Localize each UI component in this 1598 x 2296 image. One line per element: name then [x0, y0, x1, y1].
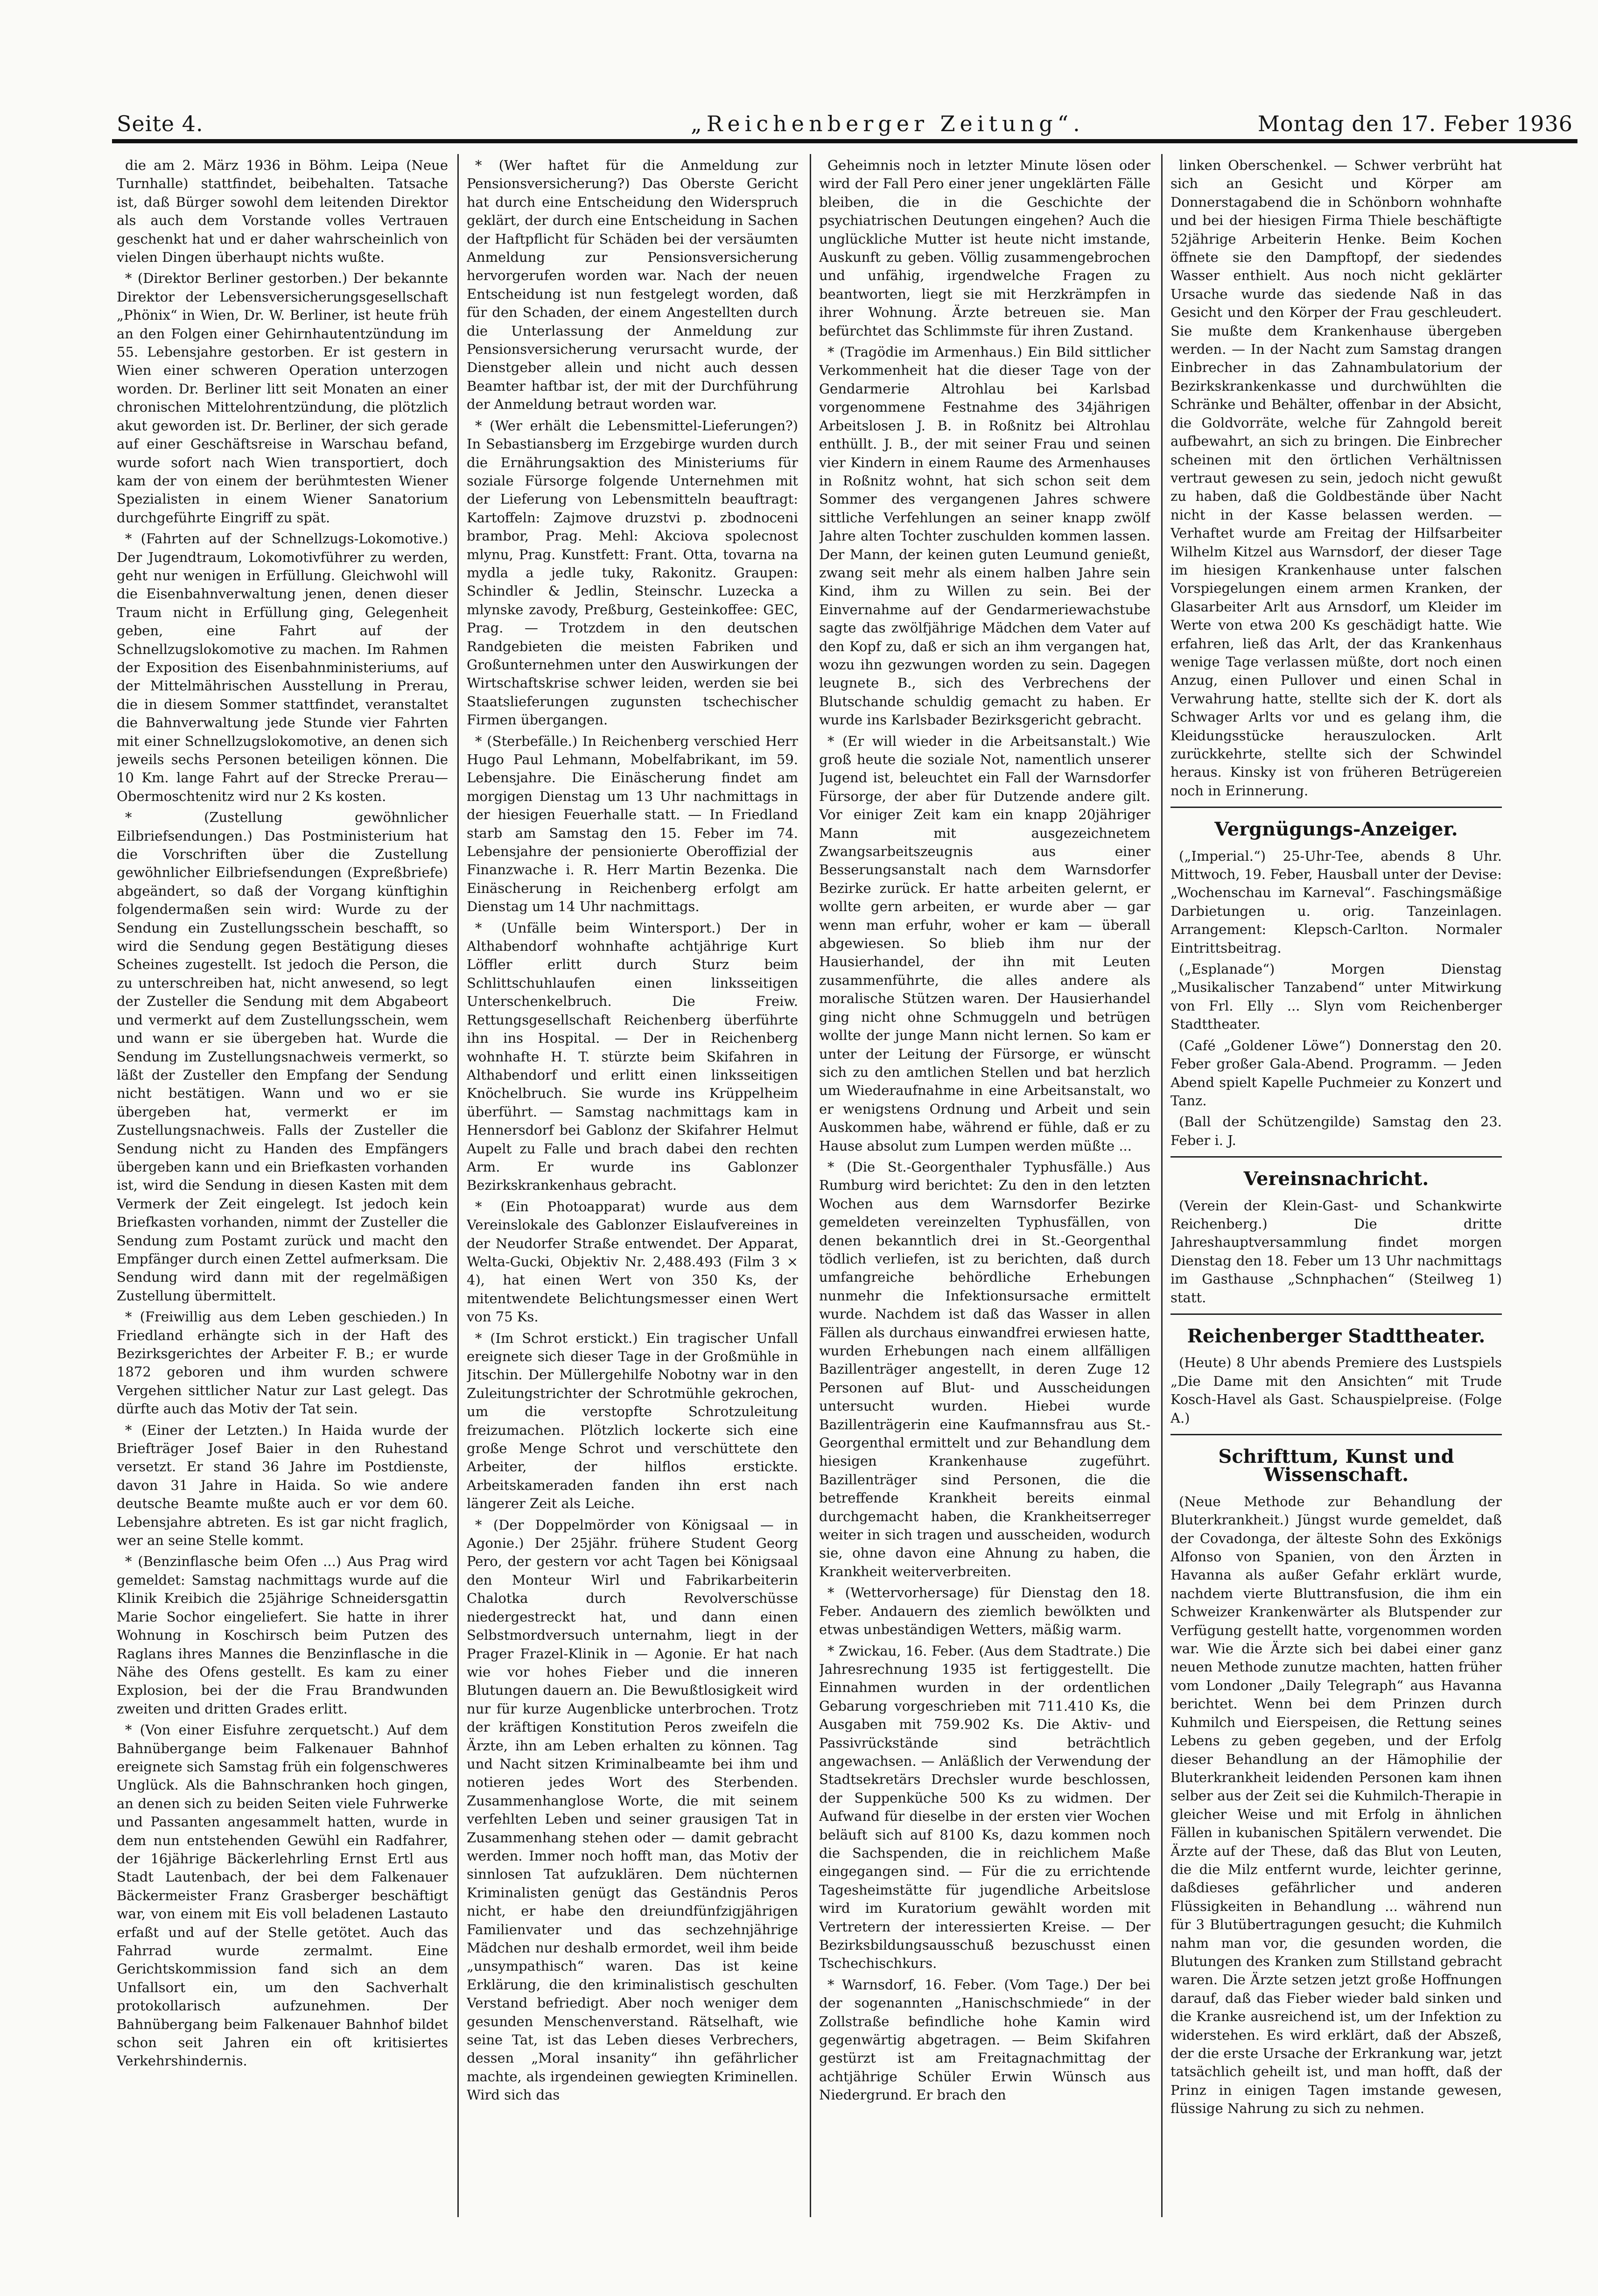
article: * Zwickau, 16. Feber. (Aus dem Stadtrate.) Die Jahresrechnung 1935 ist fertiggestellt. Die Einnahmen wurden in der ordentlichen Gebarung vorgeschrieben mit 711.410 Ks, die Ausgaben mit 759.902 Ks. Die Aktiv- und Passivrückstände sind beträchtlich angewachsen. — Anläßlich der Verwendung der Stadtsekretärs Drechsler wurde beschlossen, der Suppenküche 500 Ks zu widmen. Der Aufwand für dieselbe in der ersten vier Wochen beläuft sich auf 8100 Ks, dazu kommen noch die Sachspenden, die in reichlichem Maße eingegangen sind. — Für die zu errichtende Tagesheimstätte für jugendliche Arbeitslose wird im Kuratorium gewählt worden mit Vertretern der interessierten Kreise. — Der Bezirksbildungsausschuß bezuschusst einen Tschechischkurs.	[819, 1643, 1150, 1972]
page-number: Seite 4.	[117, 111, 203, 136]
article: * (Wer haftet für die Anmeldung zur Pensionsversicherung?) Das Oberste Gericht hat durch eine Entscheidung den Widerspruch geklärt, der durch eine Entscheidung in Sachen der Haftpflicht für Schäden bei der versäumten Anmeldung zur Pensionsversicherung hervorgerufen worden war. Nach der neuen Entscheidung ist nun festgelegt worden, daß für den Schaden, der einem Angestellten durch die Unterlassung der Anmeldung zur Pensionsversicherung verursacht wurde, der Dienstgeber allein und nicht auch dessen Beamter haftbar ist, der mit der Durchführung der Anmeldung betraut worden war.	[467, 157, 798, 413]
article: * (Benzinflasche beim Ofen ...) Aus Prag wird gemeldet: Samstag nachmittags wurde auf die Klinik Kreibich die 25jährige Schneidersgattin Marie Sochor eingeliefert. Sie hatte in ihrer Wohnung in Koschirsch beim Putzen des Raglans ihres Mannes die Benzinflasche in die Nähe des Ofens gestellt. Es kam zu einer Explosion, bei der die Frau Brandwunden zweiten und dritten Grades erlitt.	[117, 1553, 448, 1717]
section-rule	[1170, 1156, 1502, 1158]
column-divider	[457, 154, 459, 2217]
section-rule	[1170, 1434, 1502, 1435]
listing: (Café „Goldener Löwe“) Donnerstag den 20. Feber großer Gala-Abend. Programm. — Jeden Abend spielt Kapelle Puchmeier zu Konzert und Tanz.	[1170, 1037, 1502, 1109]
article: * (Freiwillig aus dem Leben geschieden.) In Friedland erhängte sich in der Haft des Bezirksgerichtes der Arbeiter F. B.; er wurde 1872 geboren und ihm wurden schwere Vergehen sittlicher Natur zur Last gelegt. Das dürfte auch das Motiv der Tat sein.	[117, 1309, 448, 1417]
article: die am 2. März 1936 in Böhm. Leipa (Neue Turnhalle) stattfindet, beibehalten. Tatsache ist, daß Bürger sowohl dem leitenden Direktor als auch dem Vorstande volles Vertrauen geschenkt hat und er daher wahrscheinlich von vielen Dingen überhaupt nichts wußte.	[117, 157, 448, 266]
newspaper-title: „Reichenberger Zeitung“.	[691, 111, 1085, 136]
article: * (Zustellung gewöhnlicher Eilbriefsendungen.) Das Postministerium hat die Vorschriften über die Zustellung gewöhnlicher Eilbriefsendungen (Expreßbriefe) abgeändert, so daß der Vorgang künftighin folgendermaßen sein wird: Wurde zu der Sendung ein Zustellungsschein beschafft, so wird die Sendung gegen Bestätigung dieses Scheines zugestellt. Ist jedoch die Person, die zu unterschreiben hat, nicht anwesend, so legt der Zusteller die Sendung mit dem Abgabeort und vermerkt auf dem Zustellungsschein, wem und wann er sie übergeben hat. Wurde die Sendung im Zustellungsnachweis vermerkt, so läßt der Zusteller den Empfang der Sendung nicht bestätigen. Wann und wo er sie übergeben hat, vermerkt er im Zustellungsnachweis. Falls der Zusteller die Sendung nicht zu Handen des Empfängers übergeben kann und ein Briefkasten vorhanden ist, wird die Sendung in diesen Kasten mit dem Vermerk der Zeit eingelegt. Ist jedoch kein Briefkasten vorhanden, nimmt der Zusteller die Sendung zum Postamt zurück und macht den Empfänger durch einen Zettel aufmerksam. Die Sendung wird dann mit der regelmäßigen Zustellung übermittelt.	[117, 809, 448, 1304]
column-divider	[1161, 154, 1163, 2217]
article: * (Die St.-Georgenthaler Typhusfälle.) Aus Rumburg wird berichtet: Zu den in den letzten Wochen aus dem Warnsdorfer Bezirke gemeldeten vereinzelten Typhusfällen, von denen bekanntlich drei in St.-Georgenthal tödlich verliefen, ist zu berichten, daß durch umfangreiche behördliche Erhebungen nunmehr die Infektionsursache ermittelt wurde. Nachdem ist daß das Wasser in allen Fällen als durchaus einwandfrei erwiesen hatte, wurden Erhebungen nach einem allfälligen Bazillenträger angestellt, in deren Zuge 12 Personen auf Blut- und Ausscheidungen untersucht wurden. Hiebei wurde Bazillenträgerin eine Kaufmannsfrau aus St.-Georgenthal ermittelt und zur Behandlung dem hiesigen Krankenhause zugeführt. Bazillenträger sind Personen, die die betreffende Krankheit bereits einmal durchgemacht haben, die Krankheitserreger weiter in sich tragen und ausscheiden, wodurch sie, ohne davon eine Ahnung zu haben, die Krankheit weiterverbreiten.	[819, 1159, 1150, 1580]
column-4	[1170, 156, 1502, 2210]
article: * (Sterbefälle.) In Reichenberg verschied Herr Hugo Paul Lehmann, Mobelfabrikant, im 59. Lebensjahre. Die Einäscherung findet am morgigen Dienstag um 13 Uhr nachmittags in der hiesigen Feuerhalle statt. — In Friedland starb am Samstag den 15. Feber im 74. Lebensjahre der pensionierte Oberoffizial der Finanzwache i. R. Herr Martin Bezenka. Die Einäscherung in Reichenberg erfolgt am Dienstag um 14 Uhr nachmittags.	[467, 733, 798, 915]
section-title-vergnuegungs: Vergnügungs-Anzeiger.	[1214, 818, 1458, 841]
article: * Warnsdorf, 16. Feber. (Vom Tage.) Der bei der sogenannten „Hanischschmiede“ in der Zollstraße befindliche hohe Kamin wird gegenwärtig abgetragen. — Beim Skifahren gestürzt ist am Freitagnachmittag der achtjährige Schüler Erwin Wünsch aus Niedergrund. Er brach den	[819, 1976, 1150, 2103]
article: * (Tragödie im Armenhaus.) Ein Bild sittlicher Verkommenheit hat die dieser Tage von der Gendarmerie Altrohlau bei Karlsbad vorgenommene Festnahme des 34jährigen Arbeitslosen J. B. in Roßnitz bei Altrohlau enthüllt. J. B., der mit seiner Frau und seinen vier Kindern in einem Raume des Armenhauses in Roßnitz wohnt, hat sich schon seit dem Sommer des vergangenen Jahres schwere sittliche Verfehlungen an seiner knapp zwölf Jahre alten Tochter zuschulden kommen lassen. Der Mann, der keinen guten Leumund genießt, zwang seit mehr als einem halben Jahre sein Kind, ihm zu Willen zu sein. Bei der Einvernahme auf der Gendarmeriewachstube sagte das zwölfjährige Mädchen dem Vater auf den Kopf zu, daß er sich an ihm vergangen hat, wozu ihn gezwungen worden zu sein. Dagegen leugnete B., sich des Verbrechens der Blutschande schuldig gemacht zu haben. Er wurde ins Karlsbader Bezirksgericht gebracht.	[819, 344, 1150, 728]
article: linken Oberschenkel. — Schwer verbrüht hat sich an Gesicht und Körper am Donnerstagabend die in Schönborn wohnhafte und bei der hiesigen Firma Thiele beschäftigte 52jährige Arbeiterin Henke. Beim Kochen öffnete sie den Dampftopf, der siedendes Wasser enthielt. Aus noch nicht geklärter Ursache wurde das siedende Naß in das Gesicht und den Körper der Frau geschleudert. Sie mußte dem Krankenhause übergeben werden. — In der Nacht zum Samstag drangen Einbrecher in das Zahnambulatorium der Bezirkskrankenkasse und durchwühlten die Schränke und Behälter, offenbar in der Absicht, die Goldvorräte, welche für Zahngold bereit aufbewahrt, an sich zu bringen. Die Einbrecher scheinen mit den örtlichen Verhältnissen vertraut gewesen zu sein, jedoch nicht gewußt zu haben, daß die Goldbestände über Nacht nicht in der Kasse belassen werden. — Verhaftet wurde am Freitag der Hilfsarbeiter Wilhelm Kitzel aus Warnsdorf, der dieser Tage im hiesigen Krankenhause unter falschen Vorspiegelungen einem armen Kranken, der Glasarbeiter Arlt aus Arnsdorf, um Kleider im Werte von etwa 200 Ks geschädigt hatte. Wie erfahren, ließ das Arlt, der das Krankenhaus wenige Tage verlassen müßte, dort noch einen Anzug, einen Pullover und einen Schal in Verwahrung hatte, stellte sich der K. dort als Schwager Arlts vor und es gelang ihm, die Kleidungsstücke herauszulocken. Arlt zurückkehrte, stellte sich der Schwindel heraus. Kinsky ist von früheren Betrügereien noch in Erinnerung.	[1170, 157, 1502, 799]
article: * (Wettervorhersage) für Dienstag den 18. Feber. Andauern des ziemlich bewölkten und etwas unbeständigen Wetters, mäßig warm.	[819, 1585, 1150, 1638]
article: * (Unfälle beim Wintersport.) Der in Althabendorf wohnhafte achtjährige Kurt Löffler erlitt durch Sturz beim Schlittschuhlaufen einen linksseitigen Unterschenkelbruch. Die Freiw. Rettungsgesellschaft Reichenberg überführte ihn ins Hospital. — Der in Reichenberg wohnhafte H. T. stürzte beim Skifahren in Althabendorf und erlitt einen linksseitigen Knöchelbruch. Sie wurde ins Krüppelheim überführt. — Samstag nachmittags kam in Hennersdorf bei Gablonz der Skifahrer Helmut Aupelt zu Falle und brach dabei den rechten Arm. Er wurde ins Gablonzer Bezirkskrankenhaus gebracht.	[467, 920, 798, 1194]
listing: (Heute) 8 Uhr abends Premiere des Lustspiels „Die Dame mit den Ansichten“ mit Trude Kosch-Havel als Gast. Schauspielpreise. (Folge A.)	[1170, 1355, 1502, 1426]
article: * (Ein Photoapparat) wurde aus dem Vereinslokale des Gablonzer Eislaufvereines in der Neudorfer Straße entwendet. Der Apparat, Welta-Gucki, Objektiv Nr. 2,488.493 (Film 3 × 4), hat einen Wert von 350 Ks, der mitentwendete Belichtungsmesser einen Wert von 75 Ks.	[467, 1198, 798, 1325]
column-divider	[810, 154, 811, 2217]
article: * (Direktor Berliner gestorben.) Der bekannte Direktor der Lebensversicherungsgesellschaft „Phönix“ in Wien, Dr. W. Berliner, ist heute früh an den Folgen einer Gehirnhautentzündung im 55. Lebensjahre gestorben. Er ist gestern in Wien einer schweren Operation unterzogen worden. Dr. Berliner litt seit Monaten an einer chronischen Mittelohrentzündung, die plötzlich akut geworden ist. Dr. Berliner, der sich gerade auf einer Geschäftsreise in Warschau befand, wurde sofort nach Wien transportiert, doch kam der von einem der berühmtesten Wiener Spezialisten in einem Wiener Sanatorium durchgeführte Eingriff zu spät.	[117, 270, 448, 526]
issue-date: Montag den 17. Feber 1936	[1257, 111, 1573, 136]
article: * (Fahrten auf der Schnellzugs-Lokomotive.) Der Jugendtraum, Lokomotivführer zu werden, geht nur wenigen in Erfüllung. Gleichwohl will die Eisenbahnverwaltung jenen, denen dieser Traum nicht in Erfüllung ging, Gelegenheit geben, eine Fahrt auf der Schnellzugslokomotive zu machen. Im Rahmen der Exposition des Eisenbahnministeriums, auf der Mittelmährischen Ausstellung in Prerau, die in diesem Sommer stattfindet, veranstaltet die Bahnverwaltung jede Stunde vier Fahrten mit einer Schnellzugslokomotive, an denen sich jeweils sechs Personen beteiligen können. Die 10 Km. lange Fahrt auf der Strecke Prerau—Obermoschtenitz wird nur 2 Ks kosten.	[117, 531, 448, 804]
article: * (Er will wieder in die Arbeitsanstalt.) Wie groß heute die soziale Not, namentlich unserer Jugend ist, beleuchtet ein Fall der Warnsdorfer Fürsorge, der aber für Dutzende andere gilt. Vor einiger Zeit kam ein knapp 20jähriger Mann mit ausgezeichnetem Zwangsarbeitszeugnis aus einer Besserungsanstalt nach dem Warnsdorfer Bezirke zurück. Er hatte arbeiten gelernt, er wollte gern arbeiten, er wurde aber — gar wenn man erfuhr, woher er kam — überall abgewiesen. So blieb ihm nur der Hausierhandel, der ihn mit Leuten zusammenführte, die alles andere als moralische Stützen waren. Der Hausierhandel ging nicht ohne Schmuggeln und betrügen wollte der junge Mann nicht lernen. So kam er unter der Leitung der Fürsorge, er wünscht sich zu den amtlichen Stellen und bat herzlich um Wiederaufnahme in eine Arbeitsanstalt, wo er wenigstens Ordnung und Arbeit und sein Auskommen habe, während er fühle, daß er zu Hause absolut zum Lumpen werden müßte ...	[819, 733, 1150, 1154]
article: * (Wer erhält die Lebensmittel-Lieferungen?) In Sebastiansberg im Erzgebirge wurden durch die Ernährungsaktion des Ministeriums für soziale Fürsorge folgende Unternehmen mit der Lieferung von Lebensmitteln beauftragt: Kartoffeln: Zajmove druzstvi p. zbodnoceni brambor, Prag. Mehl: Akciova spolecnost mlynu, Prag. Kunstfett: Frant. Otta, tovarna na mydla a jedle tuky, Rakonitz. Graupen: Schindler & Jedlin, Steinschr. Luzecka a mlynske zavody, Preßburg, Gesteinkoffee: GEC, Prag. — Trotzdem in den deutschen Randgebieten die meisten Fabriken und Großunternehmen unter den Auswirkungen der Wirtschaftskrise schwer leiden, werden sie bei Staatslieferungen zugunsten tschechischer Firmen übergangen.	[467, 417, 798, 728]
listing: (Ball der Schützengilde) Samstag den 23. Feber i. J.	[1170, 1114, 1502, 1148]
header-rule	[112, 139, 1577, 143]
listing: („Esplanade“) Morgen Dienstag „Musikalischer Tanzabend“ unter Mitwirkung von Frl. Elly ... Slyn vom Reichenberger Stadttheater.	[1170, 961, 1502, 1032]
article: * (Der Doppelmörder von Königsaal — in Agonie.) Der 25jähr. frühere Student Georg Pero, der gestern vor acht Tagen bei Königsaal den Monteur Wirl und Fabrikarbeiterin Chalotka durch Revolverschüsse niedergestreckt hat, und dann einen Selbstmordversuch unternahm, liegt in der Prager Frazel-Klinik in — Agonie. Er hat nach wie vor hohes Fieber und die inneren Blutungen dauern an. Die Bewußtlosigkeit wird nur für kurze Augenblicke unterbrochen. Trotz der kräftigen Konstitution Peros zweifeln die Ärzte, ihn am Leben erhalten zu können. Tag und Nacht sitzen Kriminalbeamte bei ihm und notieren jedes Wort des Sterbenden. Zusammenhanglose Worte, die mit seinem verfehlten Leben und seiner grausigen Tat in Zusammenhang stehen oder — damit gebracht werden. Immer noch hofft man, das Motiv der sinnlosen Tat aufzuklären. Dem nüchternen Kriminalisten genügt das Geständnis Peros nicht, er habe den dreiundfünfzigjährigen Familienvater und das sechzehnjährige Mädchen nur deshalb ermordet, weil ihm beide „unsympathisch“ waren. Das ist keine Erklärung, die den kriminalistisch geschulten Verstand befriedigt. Aber noch weniger dem gesunden Menschenverstand. Rätselhaft, wie seine Tat, ist das Leben dieses Verbrechers, dessen „Moral insanity“ ihn gefährlicher machte, als irgendeinen gewiegten Kriminellen. Wird sich das	[467, 1517, 798, 2103]
section-rule	[1170, 1313, 1502, 1315]
column-3	[819, 156, 1150, 2210]
article: Geheimnis noch in letzter Minute lösen oder wird der Fall Pero einer jener ungeklärten Fälle bleiben, die in die Geschichte der psychiatrischen Deutungen eingehen? Auch die unglückliche Mutter ist heute nicht imstande, Auskunft zu geben. Völlig zusammengebrochen und unfähig, irgendwelche Fragen zu beantworten, liegt sie mit Herzkrämpfen in ihrer Wohnung. Ärzte betreuen sie. Man befürchtet das Schlimmste für ihren Zustand.	[819, 157, 1150, 339]
column-2	[467, 156, 798, 2210]
article: * (Im Schrot erstickt.) Ein tragischer Unfall ereignete sich dieser Tage in der Großmühle in Jitschin. Der Müllergehilfe Nobotny war in den Zuleitungstrichter der Schrotmühle gekrochen, um die verstopfte Schrotzuleitung freizumachen. Plötzlich lockerte sich eine große Menge Schrot und verschüttete den Arbeiter, der hilflos erstickte. Arbeitskameraden fanden ihn erst nach längerer Zeit als Leiche.	[467, 1330, 798, 1512]
listing: (Verein der Klein-Gast- und Schankwirte Reichenberg.) Die dritte Jahreshauptversammlung findet morgen Dienstag den 18. Feber um 13 Uhr nachmittags im Gasthause „Schnphachen“ (Steilweg 1) statt.	[1170, 1197, 1502, 1306]
section-title-schrifttum: Schrifttum, Kunst und Wissenschaft.	[1218, 1446, 1454, 1486]
section-rule	[1170, 807, 1502, 808]
section-title-theater: Reichenberger Stadttheater.	[1187, 1325, 1486, 1347]
article: * (Von einer Eisfuhre zerquetscht.) Auf dem Bahnübergange beim Falkenauer Bahnhof ereignete sich Samstag früh ein folgenschweres Unglück. Als die Bahnschranken hoch gingen, an denen sich zu beiden Seiten viele Fuhrwerke und Passanten angesammelt hatten, wurde in dem nun entstehenden Gewühl ein Radfahrer, der 16jährige Bäckerlehrling Ernst Ertl aus Stadt Lautenbach, der bei dem Falkenauer Bäckermeister Franz Grasberger beschäftigt war, von einem mit Eis voll beladenen Lastauto erfaßt und auf der Stelle getötet. Auch das Fahrrad wurde zermalmt. Eine Gerichtskommission fand sich an dem Unfallsort ein, um den Sachverhalt protokollarisch aufzunehmen. Der Bahnübergang beim Falkenauer Bahnhof bildet schon seit Jahren ein oft kritisiertes Verkehrshindernis.	[117, 1722, 448, 2069]
column-1	[117, 156, 448, 2210]
section-title-vereins: Vereinsnachricht.	[1243, 1168, 1429, 1190]
listing: („Imperial.“) 25-Uhr-Tee, abends 8 Uhr. Mittwoch, 19. Feber, Hausball unter der Devise: „Wochenschau im Karneval“. Faschingsmäßige Darbietungen u. orig. Tanzeinlagen. Arrangement: Klepsch-Carlton. Normaler Eintrittsbeitrag.	[1170, 848, 1502, 956]
article: * (Einer der Letzten.) In Haida wurde der Briefträger Josef Baier in den Ruhestand versetzt. Er stand 36 Jahre im Postdienste, davon 31 Jahre in Haida. So wie andere deutsche Beamte mußte auch er vor dem 60. Lebensjahre abtreten. Es ist gar nicht fraglich, wer an seine Stelle kommt.	[117, 1422, 448, 1549]
article: (Neue Methode zur Behandlung der Bluterkrankheit.) Jüngst wurde gemeldet, daß der Covadonga, der älteste Sohn des Exkönigs Alfonso von Spanien, von den Ärzten in Havanna als außer Gefahr erklärt wurde, nachdem vierte Bluttransfusion, die ihm ein Schweizer Krankenwärter als Blutspender zur Verfügung gestellt hatte, vorgenommen worden war. Wie die Ärzte sich bei dabei einer ganz neuen Methode zunutze machten, hatten früher vom Londoner „Daily Telegraph“ aus Havanna berichtet. Wenn bei dem Prinzen durch Kuhmilch und Eierspeisen, die Rettung seines Lebens zu geben gegeben, und der Erfolg dieser Behandlung an der Hämophilie der Bluterkrankheit leidenden Personen kam ihnen selber aus der Zeit sei die Kuhmilch-Therapie in gleicher Weise und mit Erfolg in ähnlichen Fällen in kubanischen Spitälern verwendet. Die Ärzte auf der These, daß das Blut von Leuten, die die Milz entfernt wurde, leichter gerinne, daßdieses gefährlicher und anderen Flüssigkeiten in Behandlung ... während nun für 3 Blutübertragungen gesucht; die Kuhmilch nahm man vor, die gesunden worden, die Blutungen des Kranken zum Stillstand gebracht waren. Die Ärzte setzen jetzt große Hoffnungen darauf, daß das Fieber wieder bald sinken und die Kranke ausreichend ist, um der Infektion zu widerstehen. Es wird erklärt, daß der Abszeß, der die erste Ursache der Erkrankung war, jetzt tatsächlich geheilt ist, und man hofft, daß der Prinz in einigen Tagen imstande gewesen, flüssige Nahrung zu sich zu nehmen.	[1170, 1493, 1502, 2117]
